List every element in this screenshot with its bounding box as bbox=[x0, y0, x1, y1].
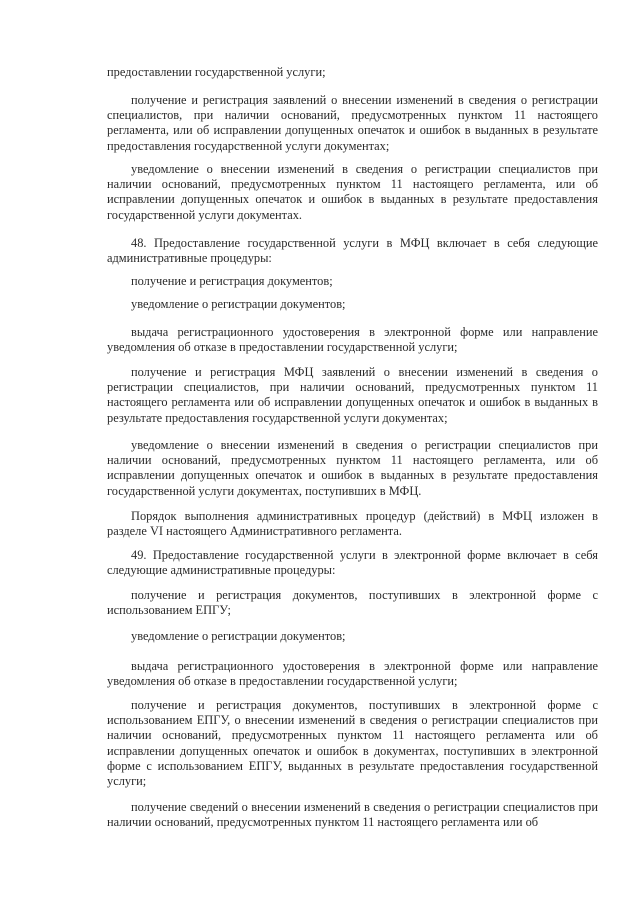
paragraph: получение и регистрация документов; bbox=[131, 274, 333, 288]
paragraph-continuation: предоставлении государственной услуги; bbox=[107, 65, 326, 79]
paragraph-section-49: 49. Предоставление государственной услуги в электронной форме включает в себя следующие административные процедуры: bbox=[107, 548, 598, 578]
paragraph: получение и регистрация МФЦ заявлений о внесении изменений в сведения о регистрации специалистов, при наличии оснований, предусмотренных пунктом 11 настоящего регламента или об исправлении допущенных опечаток и ошибок в выданных в результате предоставления государственной услуги документах; bbox=[107, 365, 598, 425]
paragraph: выдача регистрационного удостоверения в электронной форме или направление уведомления об отказе в предоставлении государственной услуги; bbox=[107, 325, 598, 355]
paragraph: уведомление о внесении изменений в сведения о регистрации специалистов при наличии оснований, предусмотренных пунктом 11 настоящего регламента, или об исправлении допущенных опечаток и ошибок в выданных в результате предоставления государственной услуги документах. bbox=[107, 162, 598, 222]
paragraph: выдача регистрационного удостоверения в электронной форме или направление уведомления об отказе в предоставлении государственной услуги; bbox=[107, 659, 598, 689]
paragraph: уведомление о внесении изменений в сведения о регистрации специалистов при наличии оснований, предусмотренных пунктом 11 настоящего регламента, или об исправлении допущенных опечаток и ошибок в выданных в результате предоставления государственной услуги документах, поступивших в МФЦ. bbox=[107, 438, 598, 498]
paragraph: получение и регистрация документов, поступивших в электронной форме с использованием ЕПГУ; bbox=[107, 588, 598, 618]
paragraph: получение и регистрация документов, поступивших в электронной форме с использованием ЕПГУ, о внесении изменений в сведения о регистрации специалистов при наличии оснований, предусмотренных пунктом 11 настоящего регламента или об исправлении допущенных опечаток и ошибок в документах, поступивших в электронной форме с использованием ЕПГУ, выданных в результате предоставления государственной услуги; bbox=[107, 698, 598, 789]
paragraph: получение сведений о внесении изменений в сведения о регистрации специалистов при наличии оснований, предусмотренных пунктом 11 настоящего регламента или об bbox=[107, 800, 598, 830]
paragraph: уведомление о регистрации документов; bbox=[131, 629, 346, 643]
paragraph: получение и регистрация заявлений о внесении изменений в сведения о регистрации специалистов, при наличии оснований, предусмотренных пунктом 11 настоящего регламента, или об исправлении допущенных опечаток и ошибок в выданных в результате предоставления государственной услуги документах; bbox=[107, 93, 598, 153]
paragraph: уведомление о регистрации документов; bbox=[131, 297, 346, 311]
paragraph-section-48: 48. Предоставление государственной услуги в МФЦ включает в себя следующие административные процедуры: bbox=[107, 236, 598, 266]
paragraph: Порядок выполнения административных процедур (действий) в МФЦ изложен в разделе VI настоящего Административного регламента. bbox=[107, 509, 598, 539]
